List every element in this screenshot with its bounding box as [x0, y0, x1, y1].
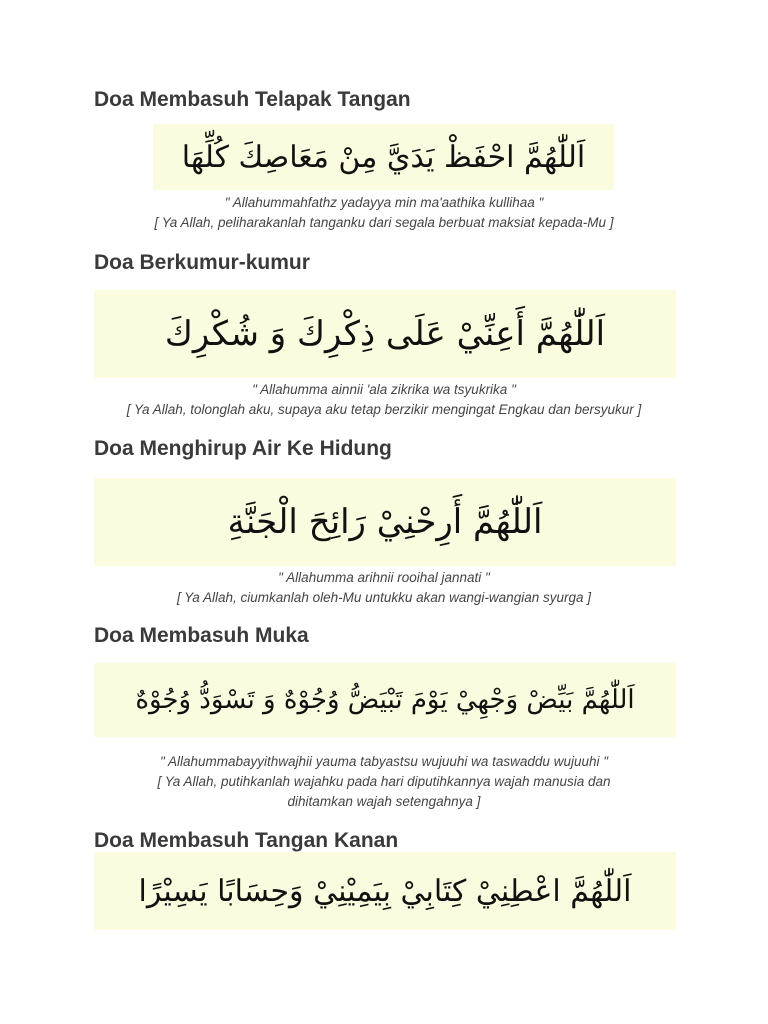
prayer-meaning: [ Ya Allah, peliharakanlah tanganku dari segala berbuat maksiat kepada-Mu ]: [154, 215, 614, 230]
section-title: Doa Membasuh Telapak Tangan: [94, 88, 411, 111]
prayer-meaning: [ Ya Allah, putihkanlah wajahku pada hari diputihkannya wajah manusia dan: [157, 774, 611, 789]
section-title: Doa Membasuh Muka: [94, 624, 309, 647]
prayer-meaning: [ Ya Allah, tolonglah aku, supaya aku tetap berzikir mengingat Engkau dan bersyukur ]: [126, 402, 642, 417]
arabic-prayer-text: اَللّٰهُمَّ احْفَظْ يَدَيَّ مِنْ مَعَاصِكَ كُلِّهَا: [153, 124, 614, 190]
arabic-prayer-text: اَللّٰهُمَّ اعْطِنِيْ كِتَابِيْ بِيَمِيْنِيْ وَحِسَابًا يَسِيْرًا: [94, 852, 676, 930]
latin-transliteration: " Allahumma ainnii 'ala zikrika wa tsyukrika ": [252, 382, 516, 397]
latin-transliteration: " Allahummahfathz yadayya min ma'aathika kullihaa ": [224, 195, 544, 210]
prayer-caption: [60, 752, 708, 812]
prayer-caption: [60, 193, 708, 233]
arabic-prayer-text: اَللّٰهُمَّ أَرِحْنِيْ رَائِحَ الْجَنَّةِ: [94, 478, 676, 566]
latin-transliteration: " Allahummabayyithwajhii yauma tabyastsu wujuuhi wa taswaddu wujuuhi ": [159, 754, 609, 769]
arabic-prayer-text: اَللّٰهُمَّ أَعِنِّيْ عَلَى ذِكْرِكَ وَ شُكْرِكَ: [94, 290, 676, 378]
prayer-meaning-continued: dihitamkan wajah setengahnya ]: [287, 794, 481, 809]
latin-transliteration: " Allahumma arihnii rooihal jannati ": [278, 570, 490, 585]
section-title: Doa Membasuh Tangan Kanan: [94, 829, 399, 852]
prayer-caption: [60, 568, 708, 608]
arabic-prayer-text: اَللّٰهُمَّ بَيِّضْ وَجْهِيْ يَوْمَ تَبْيَضُّ وُجُوْهٌ وَ تَسْوَدُّ وُجُوْهٌ: [94, 663, 676, 737]
prayer-caption: [60, 380, 708, 420]
section-title: Doa Berkumur-kumur: [94, 251, 310, 274]
section-title: Doa Menghirup Air Ke Hidung: [94, 437, 392, 460]
prayer-meaning: [ Ya Allah, ciumkanlah oleh-Mu untukku akan wangi-wangian syurga ]: [177, 590, 591, 605]
